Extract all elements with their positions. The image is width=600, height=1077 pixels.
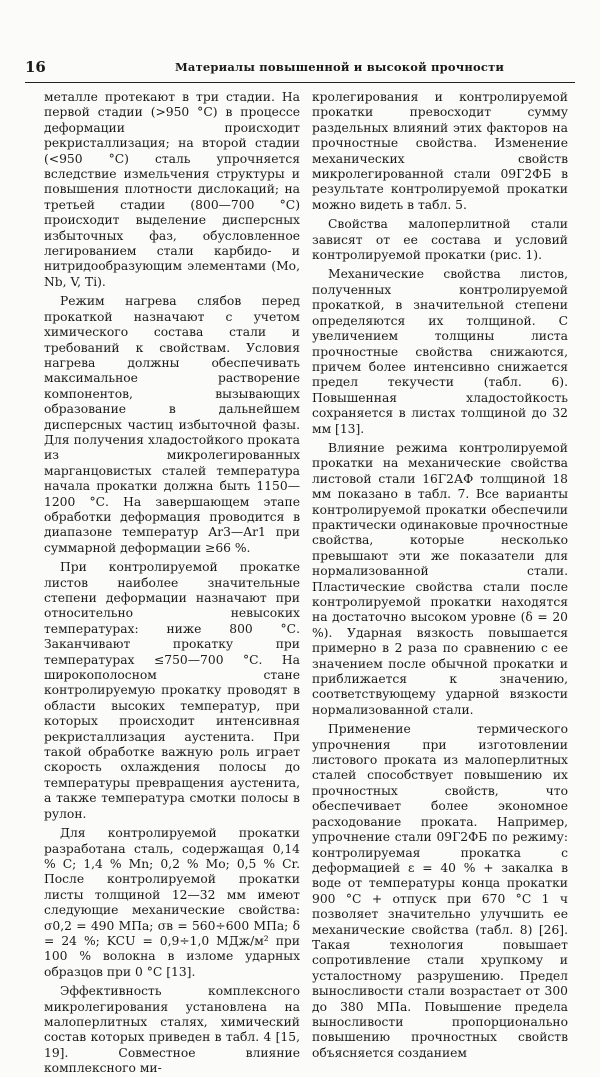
paragraph: Влияние режима контролируемой прокатки на механические свойства листовой стали 16Г2АФ толщиной 18 мм показано в табл. 7. Все варианты контролируемой прокатки обеспечили практически одинаковые прочностные свойства, которые несколько превышают эти же показатели для нормализованной стали. Пластические свойства стали после контролируемой прокатки находятся на достаточно высоком уровне (δ = 20 %). Ударная вязкость повышается примерно в 2 раза по сравнению с ее значением после обычной прокатки и приближается к значению, соответствующему ударной вязкости нормализованной стали. xyxy=(312,440,569,717)
paragraph: кролегирования и контролируемой прокатки превосходит сумму раздельных влияний этих факторов на прочностные свойства. Изменение механических свойств микролегированной стали 09Г2ФБ в результате контролируемой прокатки можно видеть в табл. 5. xyxy=(312,90,568,212)
header-rule xyxy=(25,82,575,83)
paragraph: металле протекают в три стадии. На первой стадии (>950 °С) в процессе деформации происходит рекристаллизация; на второй стадии (<950 °С) сталь упрочняется вследствие измельчения структуры и повышения плотности дислокаций; на третьей стадии (800—700 °С) происходит выделение дисперсных избыточных фаз, обусловленное легированием стали карбидо- и нитридообразующим элементами (Mo, Nb, V, Ti). xyxy=(44,90,300,289)
running-title: Материалы повышенной и высокой прочности xyxy=(175,60,505,74)
paragraph: Применение термического упрочнения при изготовлении листового проката из малоперлитных сталей способствует повышению их прочностных свойств, что обеспечивает более экономное расходование проката. Например, упрочнение стали 09Г2ФБ по режиму: контролируемая прокатка с деформацией ε = 40 % + закалка в воде от температуры конца прокатки 900 °С + отпуск при 670 °С 1 ч позволяет значительно улучшить ее механические свойства (табл. 8) [26]. Такая технология повышает сопротивление стали хрупкому и усталостному разрушению. Предел выносливости стали возрастает от 300 до 380 МПа. Повышение предела выносливости пропорционально повышению прочностных свойств объясняется созданием xyxy=(312,722,568,1060)
paragraph: Режим нагрева слябов перед прокаткой назначают с учетом химического состава стали и требований к свойствам. Условия нагрева должны обеспечивать максимальное растворение компонентов, вызывающих образование в дальнейшем дисперсных частиц избыточной фазы. Для получения хладостойкого проката из микролегированных марганцовистых сталей температура начала прокатки должна быть 1150—1200 °С. На завершающем этапе обработки деформация проводится в диапазоне температур Ar3—Ar1 при суммарной деформации ≥66 %. xyxy=(44,294,300,555)
paragraph: Эффективность комплексного микролегирования установлена на малоперлитных сталях, химический состав которых приведен в табл. 4 [15, 19]. Совместное влияние комплексного ми- xyxy=(44,984,300,1076)
page-header xyxy=(25,58,575,82)
paragraph: Для контролируемой прокатки разработана сталь, содержащая 0,14 % С; 1,4 % Mn; 0,2 % Mo; 0,5 % Cr. После контролируемой прокатки листы толщиной 12—32 мм имеют следующие механические свойства: σ0,2 = 490 МПа; σв = 560÷600 МПа; δ = 24 %; KCU = 0,9÷1,0 МДж/м² при 100 % волокна в изломе ударных образцов при 0 °С [13]. xyxy=(44,826,300,979)
paragraph: Механические свойства листов, полученных контролируемой прокаткой, в значительной степени определяются их толщиной. С увеличением толщины листа прочностные свойства снижаются, причем более интенсивно снижается предел текучести (табл. 6). Повышенная хладостойкость сохраняется в листах толщиной до 32 мм [13]. xyxy=(312,267,568,436)
paragraph: При контролируемой прокатке листов наиболее значительные степени деформации назначают при относительно невысоких температурах: ниже 800 °С. Заканчивают прокатку при температурах ≤750—700 °С. На широкополосном стане контролируемую прокатку проводят в области высоких температур, при которых происходит интенсивная рекристаллизация аустенита. При такой обработке важную роль играет скорость охлаждения полосы до температуры превращения аустенита, а также температура смотки полосы в рулон. xyxy=(44,560,300,821)
right-column xyxy=(312,90,569,1060)
left-column xyxy=(44,90,300,1076)
paragraph: Свойства малоперлитной стали зависят от ее состава и условий контролируемой прокатки (рис. 1). xyxy=(312,217,568,263)
page-number: 16 xyxy=(25,58,46,76)
